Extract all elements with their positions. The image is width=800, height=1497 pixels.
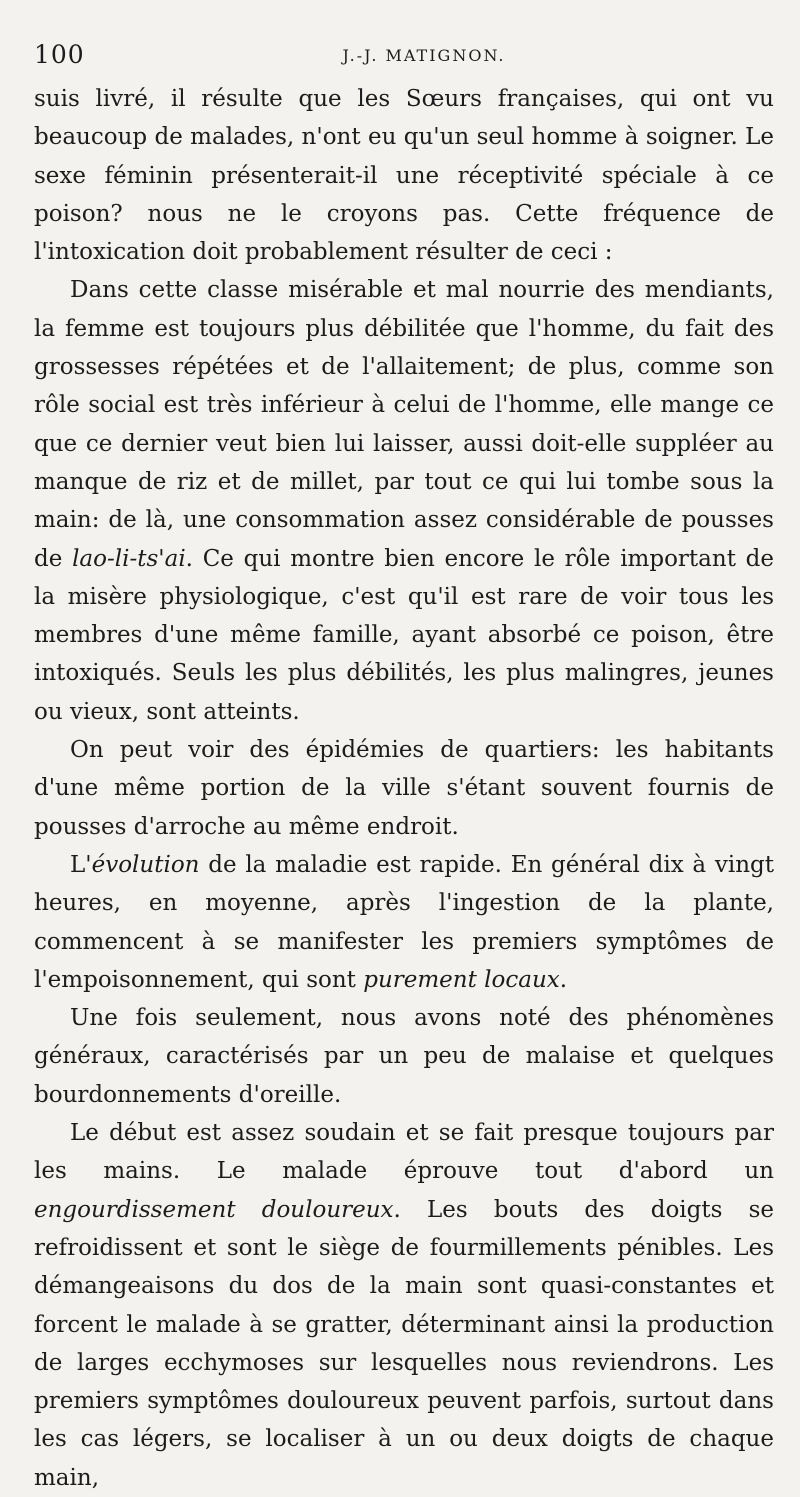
text-segment: Le début est assez soudain et se fait presque toujours par les mains. Le malade éprouve tout d'abord un	[34, 1120, 774, 1185]
paragraph-1	[34, 80, 774, 271]
text-segment: .	[559, 966, 568, 993]
text-segment: L'	[70, 851, 92, 878]
paragraph-2	[34, 271, 774, 731]
body-text	[34, 80, 774, 1497]
paragraph-5	[34, 999, 774, 1114]
page-number: 100	[34, 40, 85, 69]
italic-term: purement locaux	[363, 966, 560, 993]
italic-term: lao-li-ts'ai	[72, 545, 186, 572]
text-segment: Dans cette classe misérable et mal nourrie des mendiants, la femme est toujours plus débilitée que l'homme, du fait des grossesses répétées et de l'allaitement; de plus, comme son rôle social est très inférieur à celui de l'homme, elle mange ce que ce dernier veut bien lui laisser, aussi doit-elle suppléer au manque de riz et de millet, par tout ce qui lui tombe sous la main: de là, une consommation assez considérable de pousses de	[34, 277, 774, 572]
page-header	[34, 36, 774, 76]
text-segment: . Les bouts des doigts se refroidissent et sont le siège de fourmillements pénibles. Les démangeaisons du dos de la main sont quasi-constantes et forcent le malade à se gratter, déterminant ainsi la production de larges ecchymoses sur lesquelles nous reviendrons. Les premiers symptômes douloureux peuvent parfois, surtout dans les cas légers, se localiser à un ou deux doigts de chaque main,	[34, 1196, 774, 1491]
running-head: J.-J. MATIGNON.	[342, 46, 506, 65]
text-segment: suis livré, il résulte que les Sœurs françaises, qui ont vu beaucoup de malades, n'ont eu qu'un seul homme à soigner. Le sexe féminin présenterait-il une réceptivité spéciale à ce poison? nous ne le croyons pas. Cette fréquence de l'intoxication doit probablement résulter de ceci :	[34, 86, 774, 266]
text-segment: . Ce qui montre bien encore le rôle important de la misère physiologique, c'est qu'il est rare de voir tous les membres d'une même famille, ayant absorbé ce poison, être intoxiqués. Seuls les plus débilités, les plus malingres, jeunes ou vieux, sont atteints.	[34, 545, 774, 725]
italic-term: engourdissement douloureux	[34, 1196, 394, 1223]
text-segment: de la maladie est rapide. En général dix à vingt heures, en moyenne, après l'ingestion de la plante, commencent à se manifester les premiers symptômes de l'empoisonnement, qui sont	[34, 851, 774, 993]
text-segment: Une fois seulement, nous avons noté des phénomènes généraux, caractérisés par un peu de malaise et quelques bourdonnements d'oreille.	[34, 1005, 774, 1108]
paragraph-6	[34, 1114, 774, 1497]
italic-term: évolution	[91, 851, 200, 878]
paragraph-4	[34, 846, 774, 999]
paragraph-3	[34, 731, 774, 846]
text-segment: On peut voir des épidémies de quartiers: les habitants d'une même portion de la ville s'étant souvent fournis de pousses d'arroche au même endroit.	[34, 737, 774, 840]
